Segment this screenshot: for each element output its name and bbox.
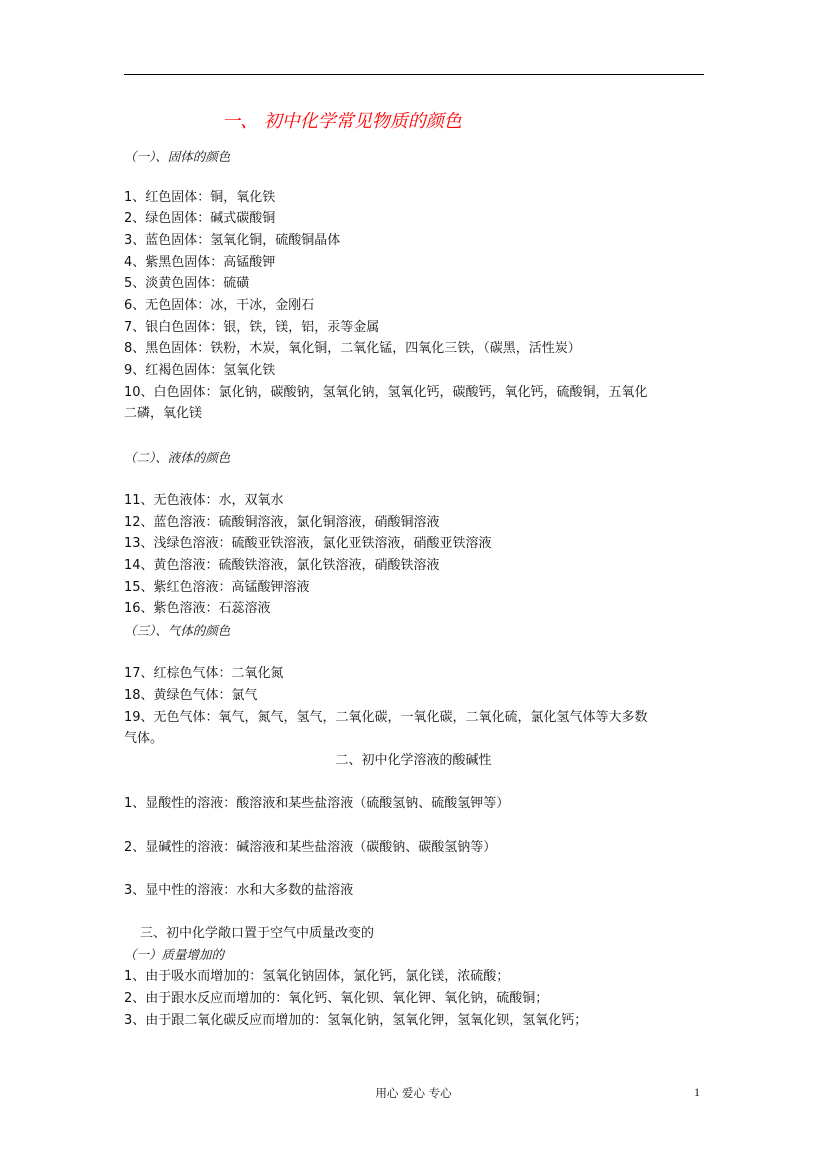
list-item: 8、黑色固体：铁粉，木炭，氧化铜，二氧化锰，四氧化三铁，（碳黑，活性炭）: [124, 341, 581, 356]
section-heading-solids: （一）、固体的颜色: [124, 149, 231, 164]
part2-heading: 二、初中化学溶液的酸碱性: [335, 753, 492, 768]
list-item: 1、红色固体：铜，氧化铁: [124, 190, 276, 205]
list-item: 2、绿色固体：碱式碳酸铜: [124, 211, 276, 226]
part3-heading: 三、初中化学敞口置于空气中质量改变的: [140, 926, 375, 941]
list-item: 18、黄绿色气体：氯气: [124, 688, 258, 703]
list-item: 4、紫黑色固体：高锰酸钾: [124, 255, 276, 270]
footer-motto: 用心 爱心 专心: [375, 1086, 452, 1100]
list-item: 2、由于跟水反应而增加的：氧化钙、氧化钡、氧化钾、氧化钠，硫酸铜；: [124, 991, 549, 1006]
section-heading-liquids: （二）、液体的颜色: [124, 450, 231, 465]
list-item: 11、无色液体：水，双氧水: [124, 493, 284, 508]
list-item: 16、紫色溶液：石蕊溶液: [124, 601, 271, 616]
list-item: 10、白色固体：氯化钠，碳酸钠，氢氧化钠，氢氧化钙，碳酸钙，氧化钙，硫酸铜，五氧化: [124, 385, 648, 400]
list-item: 17、红棕色气体：二氧化氮: [124, 666, 284, 681]
list-item: 6、无色固体：冰，干冰，金刚石: [124, 298, 315, 313]
list-item: 7、银白色固体：银，铁，镁，铝，汞等金属: [124, 320, 380, 335]
list-item: 9、红褐色固体：氢氧化铁: [124, 363, 276, 378]
list-item: 1、由于吸水而增加的：氢氧化钠固体，氯化钙，氯化镁，浓硫酸；: [124, 969, 510, 984]
list-item: 12、蓝色溶液：硫酸铜溶液，氯化铜溶液，硝酸铜溶液: [124, 515, 440, 530]
header-rule: [124, 74, 704, 75]
list-item: 1、显酸性的溶液：酸溶液和某些盐溶液（硫酸氢钠、硫酸氢钾等）: [124, 796, 510, 811]
list-item: 14、黄色溶液：硫酸铁溶液，氯化铁溶液，硝酸铁溶液: [124, 558, 440, 573]
list-item: 15、紫红色溶液：高锰酸钾溶液: [124, 580, 310, 595]
list-item: 气体。: [124, 731, 164, 746]
section-heading-gases: （三）、气体的颜色: [124, 623, 231, 638]
list-item: 2、显碱性的溶液：碱溶液和某些盐溶液（碳酸钠、碳酸氢钠等）: [124, 840, 497, 855]
page-title: 一、 初中化学常见物质的颜色: [222, 111, 462, 132]
list-item: 二磷，氧化镁: [124, 406, 203, 421]
list-item: 5、淡黄色固体：硫磺: [124, 276, 250, 291]
list-item: 19、无色气体：氧气，氮气，氢气，二氧化碳，一氧化碳，二氧化硫，氯化氢气体等大多数: [124, 710, 648, 725]
list-item: 13、浅绿色溶液：硫酸亚铁溶液，氯化亚铁溶液，硝酸亚铁溶液: [124, 536, 492, 551]
list-item: 3、显中性的溶液：水和大多数的盐溶液: [124, 883, 354, 898]
list-item: 3、蓝色固体：氢氧化铜，硫酸铜晶体: [124, 233, 341, 248]
list-item: 3、由于跟二氧化碳反应而增加的：氢氧化钠，氢氧化钾，氢氧化钡，氢氧化钙；: [124, 1013, 588, 1028]
page-number: 1: [694, 1085, 700, 1099]
part3-subheading: （一）质量增加的: [124, 947, 225, 962]
